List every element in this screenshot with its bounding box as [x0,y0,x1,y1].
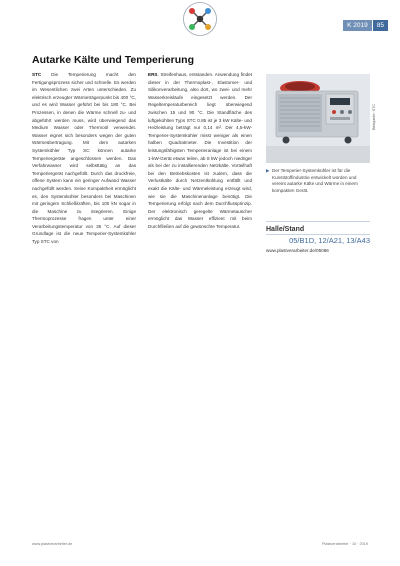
article-headline: Autarke Kälte und Temperierung [32,54,195,66]
footer-website[interactable]: www.plastverarbeiter.de [32,542,73,546]
molecule-logo-icon [182,1,218,37]
footer-issue: Plastverarbeiter · 10 · 2019 [321,542,368,546]
divider [266,221,370,222]
photo-credit: Bildquelle: STC [372,103,376,130]
divider [266,234,370,235]
body-text: . Streifenhaus, entstanden. Anwendung findet dieser in der Thermoplast-, Elastomer- und Silikonverarbeitung, also dort, wo zwei- und mehr Wasserkreisläufe eingesetzt werden. Der Regeltemperaturbereich liegt überwiegend zwischen 15 und 90 °C. Die Standfläche des luftgekühlten Typs STC 0.85 ist je 3 kW Kälte- und Heizleistung beträgt nur 0,14 m². Der 4,5-kW-Temperier-Systemkühler misst weniger als einen halben Quadratmeter. Die Investition der leistungsfähigsten Temperieranlage ist bei einem 1-kW-Gerät etwas teilen, ab 8 kW jedoch niedriger als bei der zu installierenden Netzkälte. Vorteilhaft bei den Betriebskosten ist zudem, dass die Verlustkälte durch Netzentkühlung entfällt und exakt die Kälte- und Wärmeleistung erzeugt wird, wie sie die Maschinenanlage benötigt. Die Temperierung erfolgt nach dem Durchflussprinzip. Der elektronisch geregelte Wärmetauscher ermöglicht das Wasser effizient mit beim Durchfließen auf die gewünschte Temperatur. [148,72,252,229]
figure-caption [266,168,370,194]
issue-tag [343,20,388,31]
page-number: 85 [373,20,388,31]
caption-text: Der Temperier-Systemkühler ist für die Kunststoffindustrie entwickelt worden und vereint autarke Kälte und Wärme in einem kompakten Gerät. [272,168,358,193]
caption-arrow-icon: ▶ [266,168,270,173]
exhibitor-link[interactable]: www.plastverarbeiter.de/05086 [266,248,329,253]
hall-stand-label: Halle/Stand [266,226,305,233]
company-name: ERS [148,72,158,77]
company-name: STC [32,72,42,77]
hall-stand-value: 05/B1D, 12/A21, 13/A43 [289,236,370,245]
body-column-2 [148,71,252,230]
body-text: Die Temperierung macht den Fertigungsprozess sicher und schnelle. Es werden im Wesentlichen zwei Arten unterschieden. Zu elektrisch erzeugter Wärmeträgerpunkt bis 400 °C, und es wird Wasser geführt bei bis 180 °C. Bei Prozessen, in denen die Wärme schnell zu- und abgeführt werden muss, wird überwiegend das Medium Wasser oder Thermoöl verwendet. Wasser eignet sich besonders wegen der guten Wärmeübertragung. Mit dem autarken Systemkühler Typ SC können autarke Temperiergeräte angeschlossen werden. Das Verfahrwasser wird selbsttätig an das Temperiergerät nachgefüllt. Durch das druckfreie, offene System kann ein geringer Aufwand Wasser nachgefüllt werden. Seine Kompaktheit ermöglicht es, den Systemkühler besonders bei Maschinen mit geringem Schließkräften, bis 100 kN sogar in die Maschine zu integrieren. Einige Thermoprozesse fragen unter einer Verarbeitungstemperatur von 35 °C. Auf dieser Grundlage ist die neue Temperier-Systemkühler Typ STC von [32,72,136,245]
issue-label: K 2019 [343,20,372,31]
product-photo [266,74,370,163]
body-column-1 [32,71,136,246]
